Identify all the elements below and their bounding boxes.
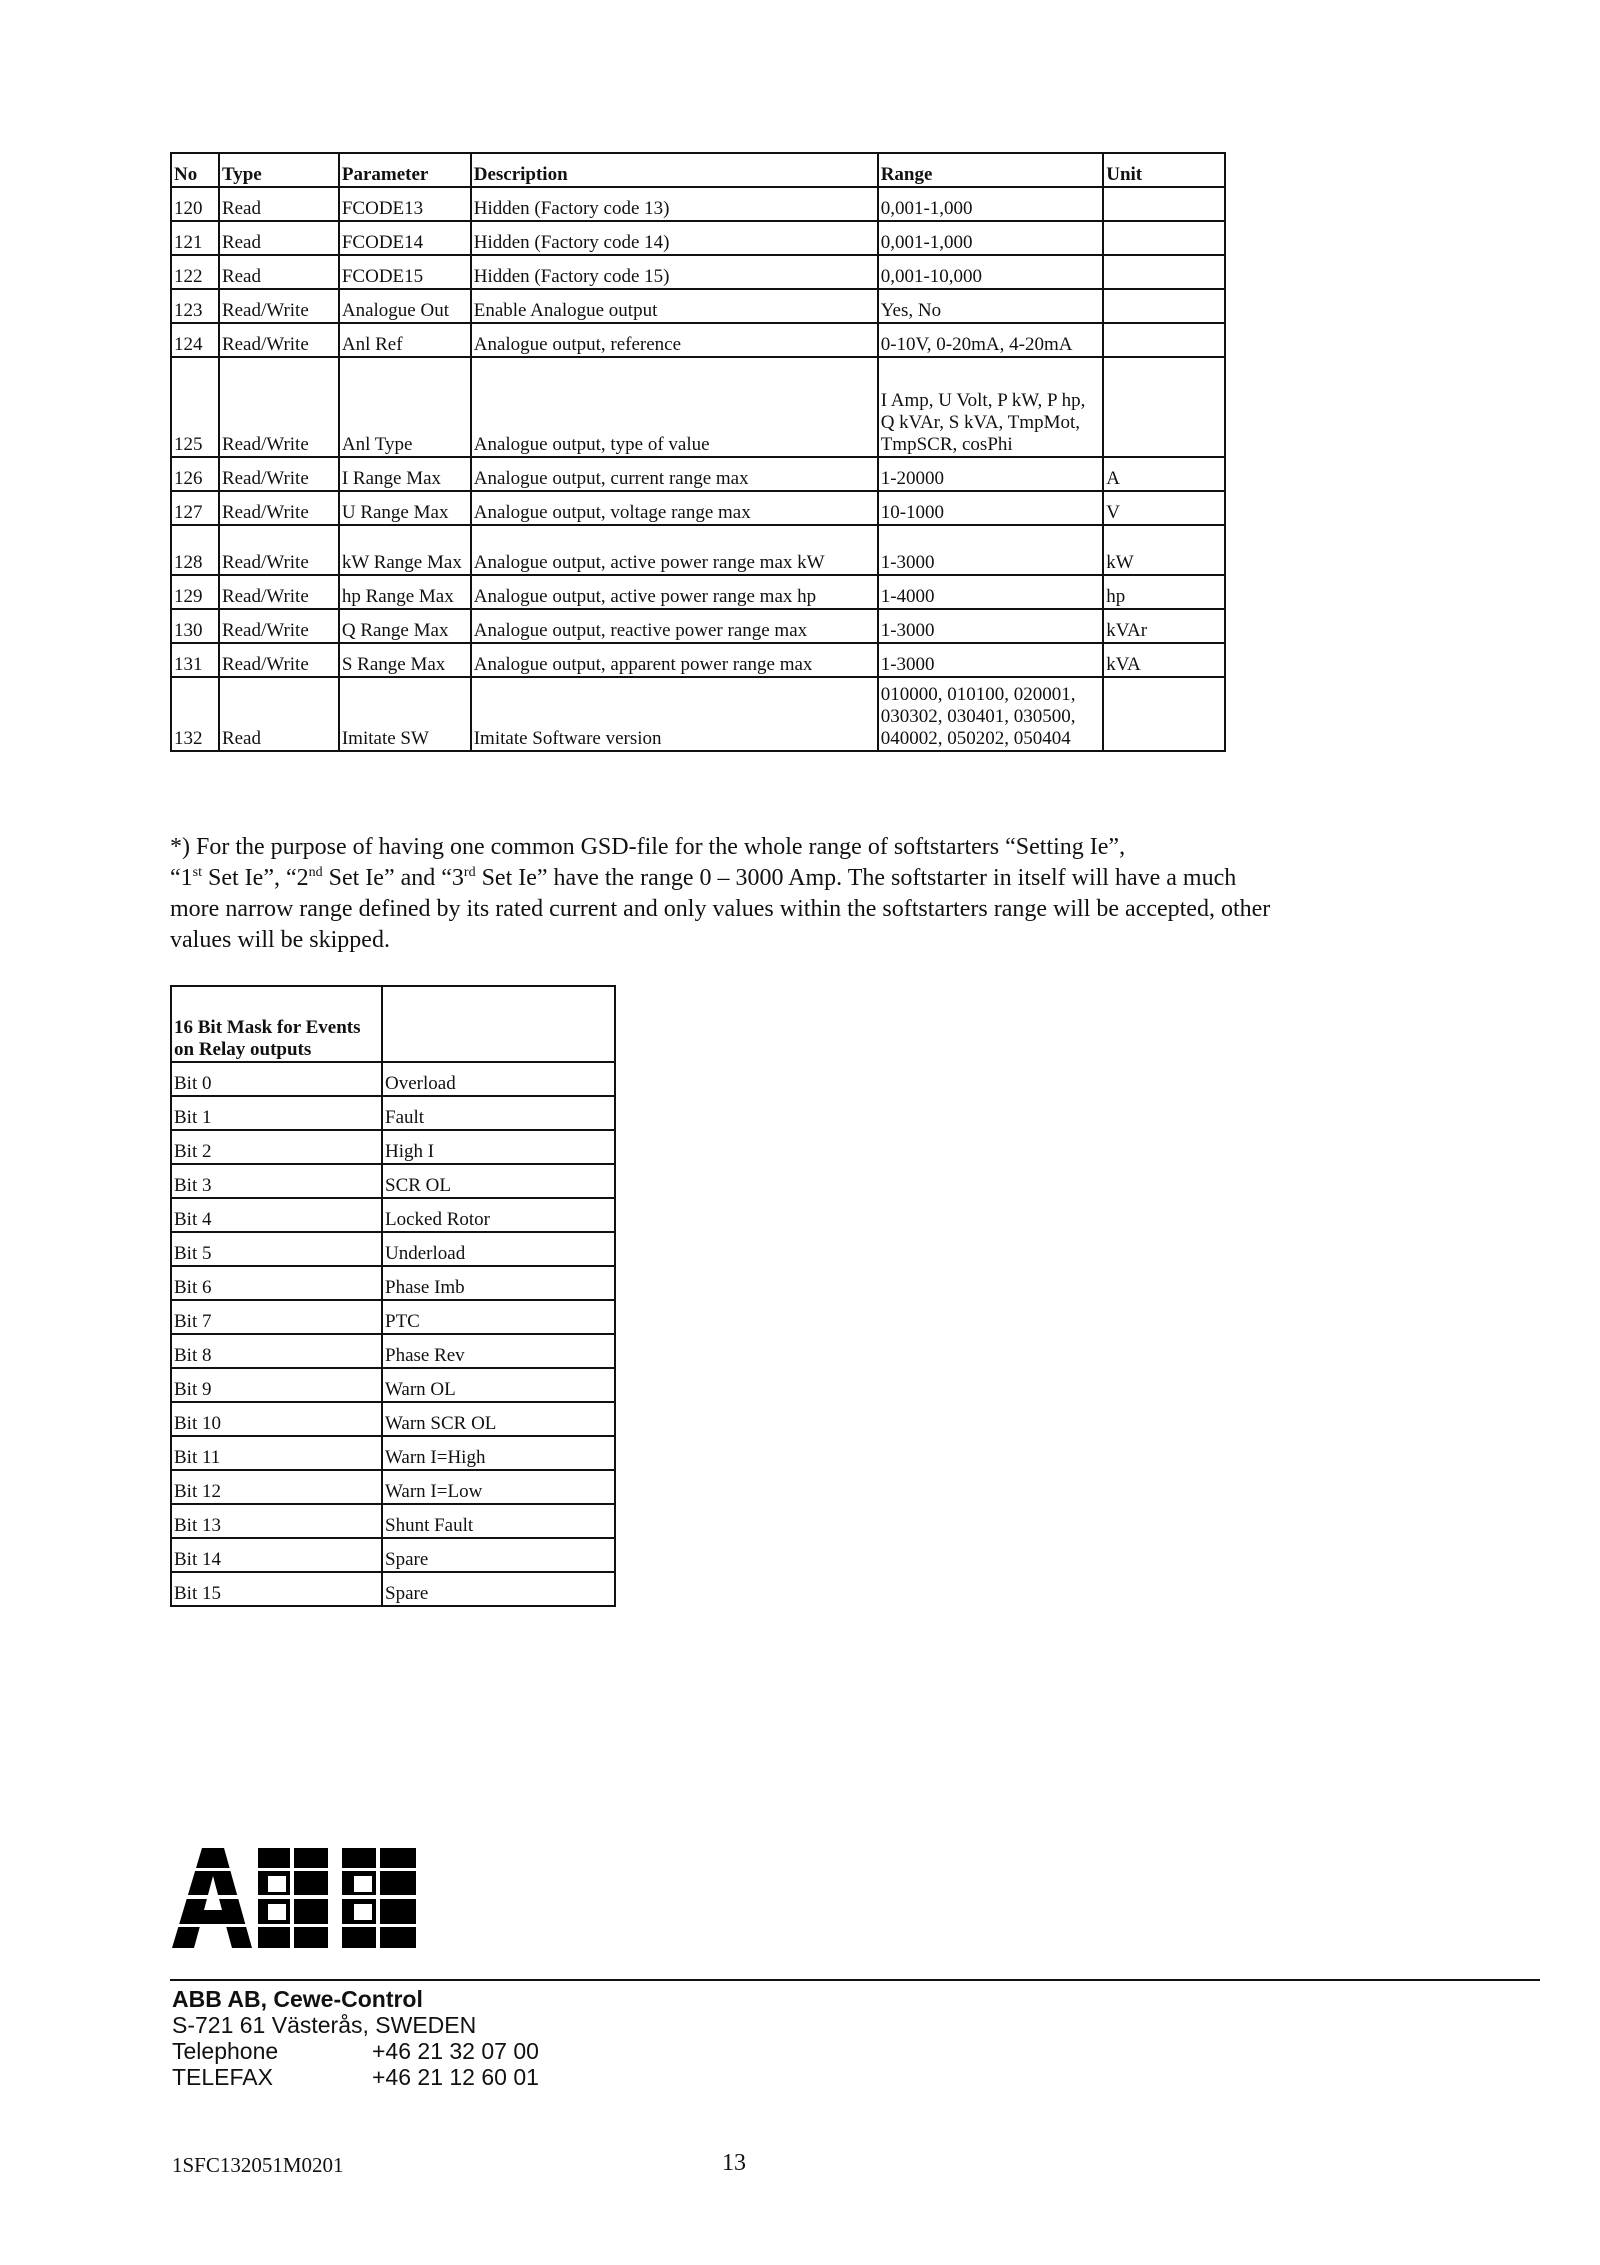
- cell-range: 1-20000: [878, 457, 1104, 491]
- table-row: [171, 1164, 615, 1198]
- cell-description: Analogue output, active power range max kW: [471, 525, 878, 575]
- cell-range: 1-3000: [878, 643, 1104, 677]
- mask-header-value: [382, 986, 615, 1062]
- cell-bit: Bit 13: [171, 1504, 382, 1538]
- cell-event: Warn I=High: [382, 1436, 615, 1470]
- cell-type: Read/Write: [219, 609, 339, 643]
- table-header-row: [171, 153, 1225, 187]
- cell-event: Fault: [382, 1096, 615, 1130]
- cell-type: Read: [219, 221, 339, 255]
- cell-description: Enable Analogue output: [471, 289, 878, 323]
- table-row: [171, 1266, 615, 1300]
- cell-event: Warn OL: [382, 1368, 615, 1402]
- table-row: [171, 1368, 615, 1402]
- table-row: [171, 575, 1225, 609]
- cell-bit: Bit 10: [171, 1402, 382, 1436]
- cell-event: PTC: [382, 1300, 615, 1334]
- cell-bit: Bit 0: [171, 1062, 382, 1096]
- table-row: [171, 1198, 615, 1232]
- telefax-label: TELEFAX: [172, 2064, 273, 2090]
- cell-range: 1-3000: [878, 609, 1104, 643]
- page-number: 13: [722, 2150, 746, 2176]
- cell-unit: A: [1103, 457, 1225, 491]
- cell-bit: Bit 9: [171, 1368, 382, 1402]
- cell-unit: hp: [1103, 575, 1225, 609]
- street-address: S-721 61 Västerås, SWEDEN: [172, 2012, 477, 2038]
- cell-parameter: Imitate SW: [339, 677, 471, 751]
- cell-type: Read/Write: [219, 457, 339, 491]
- cell-type: Read/Write: [219, 323, 339, 357]
- footnote-line-1: *) For the purpose of having one common GSD-file for the whole range of softstarters “Setting Ie”,: [170, 834, 1126, 860]
- cell-parameter: FCODE14: [339, 221, 471, 255]
- cell-no: 122: [171, 255, 219, 289]
- table-row: [171, 255, 1225, 289]
- header-type: Type: [219, 153, 339, 187]
- table-row: [171, 1436, 615, 1470]
- cell-unit: kVA: [1103, 643, 1225, 677]
- telefax-number: +46 21 12 60 01: [372, 2064, 539, 2090]
- table-row: [171, 677, 1225, 751]
- header-range: Range: [878, 153, 1104, 187]
- cell-type: Read/Write: [219, 357, 339, 457]
- cell-bit: Bit 14: [171, 1538, 382, 1572]
- telephone-row: [172, 2038, 539, 2064]
- cell-description: Hidden (Factory code 13): [471, 187, 878, 221]
- cell-no: 132: [171, 677, 219, 751]
- cell-unit: kVAr: [1103, 609, 1225, 643]
- cell-range: 1-3000: [878, 525, 1104, 575]
- cell-range: 10-1000: [878, 491, 1104, 525]
- cell-description: Analogue output, current range max: [471, 457, 878, 491]
- telefax-row: [172, 2064, 539, 2090]
- cell-no: 120: [171, 187, 219, 221]
- cell-range: 0,001-1,000: [878, 221, 1104, 255]
- parameter-table: [170, 152, 1226, 752]
- cell-event: High I: [382, 1130, 615, 1164]
- cell-bit: Bit 5: [171, 1232, 382, 1266]
- cell-event: Phase Rev: [382, 1334, 615, 1368]
- cell-parameter: FCODE15: [339, 255, 471, 289]
- cell-parameter: Anl Type: [339, 357, 471, 457]
- cell-parameter: FCODE13: [339, 187, 471, 221]
- cell-type: Read/Write: [219, 491, 339, 525]
- cell-bit: Bit 4: [171, 1198, 382, 1232]
- table-row: [171, 357, 1225, 457]
- cell-event: Overload: [382, 1062, 615, 1096]
- cell-event: Warn I=Low: [382, 1470, 615, 1504]
- table-row: [171, 323, 1225, 357]
- cell-no: 126: [171, 457, 219, 491]
- cell-range: Yes, No: [878, 289, 1104, 323]
- table-row: [171, 289, 1225, 323]
- cell-event: Underload: [382, 1232, 615, 1266]
- cell-type: Read/Write: [219, 575, 339, 609]
- table-row: [171, 457, 1225, 491]
- table-row: [171, 1402, 615, 1436]
- cell-type: Read/Write: [219, 525, 339, 575]
- table-row: [171, 221, 1225, 255]
- cell-event: Locked Rotor: [382, 1198, 615, 1232]
- cell-parameter: Anl Ref: [339, 323, 471, 357]
- table-row: [171, 1572, 615, 1606]
- cell-bit: Bit 15: [171, 1572, 382, 1606]
- cell-description: Analogue output, active power range max hp: [471, 575, 878, 609]
- table-row: [171, 1096, 615, 1130]
- cell-bit: Bit 3: [171, 1164, 382, 1198]
- cell-unit: kW: [1103, 525, 1225, 575]
- cell-type: Read: [219, 677, 339, 751]
- cell-bit: Bit 12: [171, 1470, 382, 1504]
- cell-event: SCR OL: [382, 1164, 615, 1198]
- cell-event: Spare: [382, 1538, 615, 1572]
- header-no: No: [171, 153, 219, 187]
- mask-header-row: [171, 986, 615, 1062]
- cell-description: Analogue output, apparent power range max: [471, 643, 878, 677]
- cell-description: Analogue output, type of value: [471, 357, 878, 457]
- header-description: Description: [471, 153, 878, 187]
- table-row: [171, 1538, 615, 1572]
- cell-unit: [1103, 323, 1225, 357]
- table-row: [171, 1232, 615, 1266]
- table-row: [171, 1300, 615, 1334]
- table-row: [171, 1334, 615, 1368]
- cell-type: Read/Write: [219, 643, 339, 677]
- cell-unit: V: [1103, 491, 1225, 525]
- cell-type: Read/Write: [219, 289, 339, 323]
- telephone-label: Telephone: [172, 2038, 279, 2064]
- cell-no: 127: [171, 491, 219, 525]
- cell-description: Imitate Software version: [471, 677, 878, 751]
- cell-event: Shunt Fault: [382, 1504, 615, 1538]
- cell-unit: [1103, 289, 1225, 323]
- cell-unit: [1103, 677, 1225, 751]
- cell-unit: [1103, 187, 1225, 221]
- cell-bit: Bit 2: [171, 1130, 382, 1164]
- cell-bit: Bit 6: [171, 1266, 382, 1300]
- footnote-line-3: more narrow range defined by its rated current and only values within the softstarters range will be accepted, other: [170, 896, 1271, 922]
- table-row: [171, 187, 1225, 221]
- cell-no: 128: [171, 525, 219, 575]
- cell-no: 124: [171, 323, 219, 357]
- cell-no: 125: [171, 357, 219, 457]
- cell-type: Read: [219, 255, 339, 289]
- cell-no: 129: [171, 575, 219, 609]
- company-address: [172, 1986, 539, 2090]
- cell-no: 123: [171, 289, 219, 323]
- table-row: [171, 643, 1225, 677]
- cell-no: 121: [171, 221, 219, 255]
- cell-parameter: U Range Max: [339, 491, 471, 525]
- cell-range: 1-4000: [878, 575, 1104, 609]
- cell-description: Hidden (Factory code 14): [471, 221, 878, 255]
- cell-description: Analogue output, reference: [471, 323, 878, 357]
- table-row: [171, 525, 1225, 575]
- cell-unit: [1103, 255, 1225, 289]
- cell-parameter: I Range Max: [339, 457, 471, 491]
- table-row: [171, 1130, 615, 1164]
- cell-event: Spare: [382, 1572, 615, 1606]
- mask-header-label: 16 Bit Mask for Events on Relay outputs: [171, 986, 382, 1062]
- document-id: 1SFC132051M0201: [172, 2153, 344, 2177]
- cell-parameter: Q Range Max: [339, 609, 471, 643]
- footer-divider: [170, 1979, 1540, 1981]
- cell-unit: [1103, 221, 1225, 255]
- cell-parameter: hp Range Max: [339, 575, 471, 609]
- table-row: [171, 609, 1225, 643]
- cell-parameter: S Range Max: [339, 643, 471, 677]
- cell-unit: [1103, 357, 1225, 457]
- cell-description: Analogue output, reactive power range max: [471, 609, 878, 643]
- cell-range: 0,001-10,000: [878, 255, 1104, 289]
- header-parameter: Parameter: [339, 153, 471, 187]
- table-row: [171, 1504, 615, 1538]
- footnote-line-4: values will be skipped.: [170, 927, 390, 953]
- cell-bit: Bit 8: [171, 1334, 382, 1368]
- cell-bit: Bit 7: [171, 1300, 382, 1334]
- cell-event: Warn SCR OL: [382, 1402, 615, 1436]
- cell-parameter: kW Range Max: [339, 525, 471, 575]
- cell-description: Analogue output, voltage range max: [471, 491, 878, 525]
- telephone-number: +46 21 32 07 00: [372, 2038, 539, 2064]
- cell-range: 0,001-1,000: [878, 187, 1104, 221]
- cell-bit: Bit 11: [171, 1436, 382, 1470]
- cell-range: I Amp, U Volt, P kW, P hp, Q kVAr, S kVA, TmpMot, TmpSCR, cosPhi: [878, 357, 1104, 457]
- cell-bit: Bit 1: [171, 1096, 382, 1130]
- relay-bit-mask-table: [170, 985, 616, 1607]
- cell-type: Read: [219, 187, 339, 221]
- cell-no: 130: [171, 609, 219, 643]
- cell-no: 131: [171, 643, 219, 677]
- cell-parameter: Analogue Out: [339, 289, 471, 323]
- table-row: [171, 1470, 615, 1504]
- footnote-line-2: “1st Set Ie”, “2nd Set Ie” and “3rd Set Ie” have the range 0 – 3000 Amp. The softstarter in itself will have a much: [170, 865, 1237, 891]
- header-unit: Unit: [1103, 153, 1225, 187]
- table-row: [171, 1062, 615, 1096]
- abb-logo: [172, 1848, 416, 1953]
- cell-event: Phase Imb: [382, 1266, 615, 1300]
- cell-description: Hidden (Factory code 15): [471, 255, 878, 289]
- footnote: [170, 832, 1430, 956]
- table-row: [171, 491, 1225, 525]
- abb-logo-icon: [172, 1848, 416, 1948]
- company-name: ABB AB, Cewe-Control: [172, 1986, 423, 2012]
- cell-range: 0-10V, 0-20mA, 4-20mA: [878, 323, 1104, 357]
- cell-range: 010000, 010100, 020001, 030302, 030401, 030500, 040002, 050202, 050404: [878, 677, 1104, 751]
